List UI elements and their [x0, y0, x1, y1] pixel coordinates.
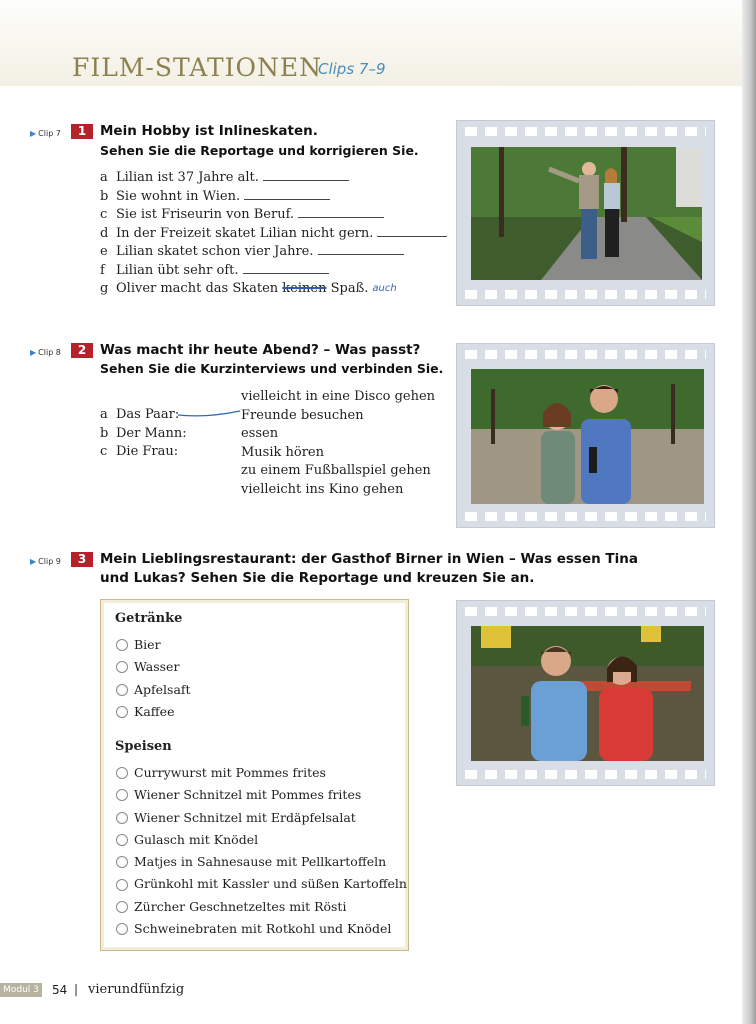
list-item[interactable]: Wiener Schnitzel mit Erdäpfelsalat	[116, 807, 407, 829]
list-item[interactable]: Grünkohl mit Kassler und süßen Kartoffeln	[116, 873, 407, 895]
ex2-options	[241, 388, 435, 499]
handwritten-correction: auch	[372, 283, 397, 294]
checkbox-circle[interactable]	[116, 879, 128, 891]
food-heading: Speisen	[115, 739, 172, 754]
checkbox-circle[interactable]	[116, 661, 128, 673]
page-edge	[742, 0, 756, 1024]
list-item[interactable]: Currywurst mit Pommes frites	[116, 762, 407, 784]
list-item: b Der Mann:	[100, 425, 187, 441]
food-list	[116, 762, 407, 940]
answer-blank[interactable]	[377, 225, 447, 237]
photo-interview-couple	[471, 369, 704, 504]
list-item[interactable]: Gulasch mit Knödel	[116, 829, 407, 851]
photo-restaurant-couple	[471, 626, 704, 761]
drinks-heading: Getränke	[115, 611, 183, 626]
play-icon: ▶	[30, 557, 37, 566]
checkbox-circle[interactable]	[116, 901, 128, 913]
play-icon: ▶	[30, 129, 37, 138]
checkbox-circle[interactable]	[116, 706, 128, 718]
footer-separator: |	[74, 982, 79, 996]
exercise-title: Mein Hobby ist Inlineskaten.	[100, 123, 318, 139]
ex2-people	[100, 406, 187, 462]
list-item: b Sie wohnt in Wien.	[100, 188, 447, 207]
connecting-line	[176, 408, 242, 418]
list-item: d In der Freizeit skatet Lilian nicht gern.	[100, 225, 447, 244]
play-icon: ▶	[30, 348, 37, 357]
list-item[interactable]: Matjes in Sahnesause mit Pellkartoffeln	[116, 851, 407, 873]
exercise-title-line-1: Mein Lieblingsrestaurant: der Gasthof Birner in Wien – Was essen Tina	[100, 551, 638, 567]
page-title: FILM-STATIONEN	[72, 53, 323, 82]
list-item[interactable]: Bier	[116, 634, 191, 656]
checkbox-circle[interactable]	[116, 639, 128, 651]
clip-tag-8[interactable]: ▶ Clip 8	[30, 348, 61, 357]
list-item: a Das Paar:	[100, 407, 180, 422]
clip-tag-9[interactable]: ▶ Clip 9	[30, 557, 61, 566]
answer-blank[interactable]	[243, 262, 329, 274]
checkbox-circle[interactable]	[116, 923, 128, 935]
list-item[interactable]: Kaffee	[116, 701, 191, 723]
checkbox-circle[interactable]	[116, 812, 128, 824]
list-item[interactable]: Apfelsaft	[116, 679, 191, 701]
film-frame-clip-8	[456, 343, 715, 528]
struck-word: keinen	[282, 281, 327, 296]
list-item[interactable]: Schweinebraten mit Rotkohl und Knödel	[116, 918, 407, 940]
film-frame-clip-7	[456, 120, 715, 306]
checkbox-circle[interactable]	[116, 834, 128, 846]
exercise-instruction: Sehen Sie die Reportage und korrigieren Sie.	[100, 143, 419, 158]
exercise-instruction: Sehen Sie die Kurzinterviews und verbinden Sie.	[100, 361, 444, 376]
exercise-number: 1	[71, 124, 93, 139]
answer-blank[interactable]	[263, 169, 349, 181]
film-frame-clip-9	[456, 600, 715, 786]
photo-inline-skaters	[471, 147, 702, 280]
checkbox-circle[interactable]	[116, 789, 128, 801]
list-item: a Lilian ist 37 Jahre alt.	[100, 169, 447, 188]
menu-checklist	[100, 599, 409, 951]
option-item: vielleicht in eine Disco gehen	[241, 389, 436, 404]
ex1-items	[100, 169, 447, 299]
list-item: c Sie ist Friseurin von Beruf.	[100, 206, 447, 225]
list-item: g Oliver macht das Skaten keinen Spaß. auch	[100, 280, 447, 299]
clip-tag-7[interactable]: ▶ Clip 7	[30, 129, 61, 138]
exercise-title-line-2: und Lukas? Sehen Sie die Reportage und kreuzen Sie an.	[100, 570, 535, 586]
option-item: essen	[241, 426, 279, 441]
list-item[interactable]: Zürcher Geschnetzeltes mit Rösti	[116, 896, 407, 918]
exercise-number: 3	[71, 552, 93, 567]
drinks-list	[116, 634, 191, 723]
checkbox-circle[interactable]	[116, 856, 128, 868]
exercise-number: 2	[71, 343, 93, 358]
page-subtitle: Clips 7–9	[318, 60, 386, 78]
checkbox-circle[interactable]	[116, 767, 128, 779]
answer-blank[interactable]	[298, 206, 384, 218]
list-item[interactable]: Wasser	[116, 656, 191, 678]
page-number: 54	[52, 983, 68, 997]
list-item: e Lilian skatet schon vier Jahre.	[100, 243, 447, 262]
page-number-word: vierundfünfzig	[88, 982, 185, 997]
list-item: f Lilian übt sehr oft.	[100, 262, 447, 281]
list-item[interactable]: Wiener Schnitzel mit Pommes frites	[116, 784, 407, 806]
answer-blank[interactable]	[318, 243, 404, 255]
exercise-title: Was macht ihr heute Abend? – Was passt?	[100, 342, 421, 358]
option-item: vielleicht ins Kino gehen	[241, 481, 404, 497]
option-item: Freunde besuchen	[241, 407, 364, 423]
module-badge: Modul 3	[0, 983, 42, 997]
checkbox-circle[interactable]	[116, 684, 128, 696]
answer-blank[interactable]	[244, 188, 330, 200]
option-item: zu einem Fußballspiel gehen	[241, 463, 431, 478]
option-item: Musik hören	[241, 444, 325, 460]
list-item: c Die Frau:	[100, 444, 179, 459]
